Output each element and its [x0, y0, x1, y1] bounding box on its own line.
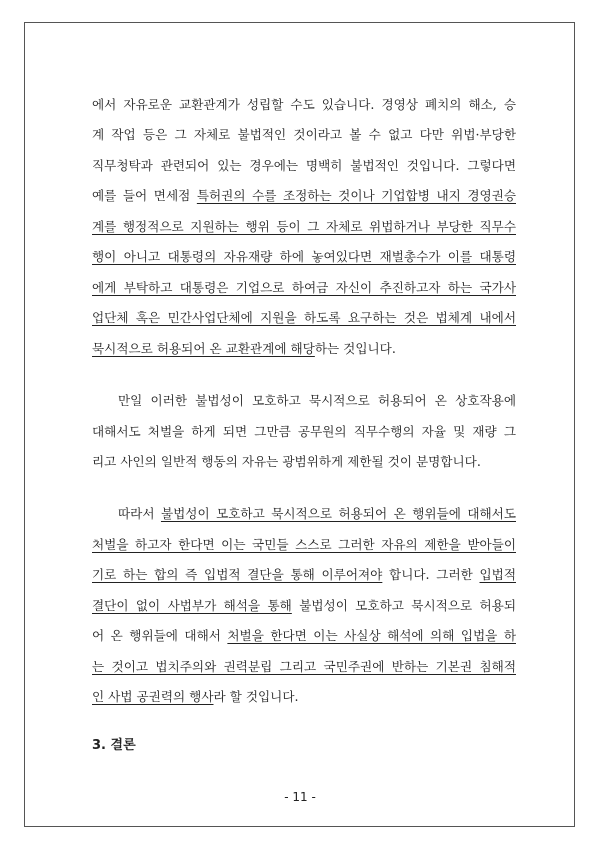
- text-line: [92, 249, 516, 265]
- text-line: 따라서 불법성이 모호하고 묵시적으로 허용되어 온 행위들에 대해서도: [118, 506, 516, 521]
- underlined-text: 묵시적으로 허용되어 온 교환관계에 해당: [92, 341, 315, 356]
- underlined-text: 기로 하는 합의 즉 입법적 결단을 통해 이루어져야: [92, 567, 383, 582]
- text-line: 직무청탁과 관련되어 있는 경우에는 명백히 불법적인 것입니다. 그렇다면: [92, 158, 516, 173]
- text-line: 에서 자유로운 교환관계가 성립할 수도 있습니다. 경영상 폐치의 해소, 승: [92, 97, 516, 112]
- text-line: 묵시적으로 허용되어 온 교환관계에 해당하는 것입니다.: [92, 341, 396, 356]
- text-line: 기로 하는 합의 즉 입법적 결단을 통해 이루어져야 합니다. 그러한 입법적: [92, 567, 516, 582]
- text-line: 어 온 행위들에 대해서 처벌을 한다면 이는 사실상 해석에 의해 입법을 하: [92, 628, 516, 643]
- text-line: 리고 사인의 일반적 행동의 자유는 광범위하게 제한될 것이 분명합니다.: [92, 454, 481, 469]
- text-line: [92, 310, 516, 326]
- underlined-text: 계를 행정적으로 지원하는 행위 등이 그 자체로 위법하거나 부당한 직무수: [92, 219, 516, 234]
- text-line: [92, 537, 516, 553]
- underlined-text: 입법적: [479, 567, 516, 582]
- underlined-text: 는 것이고 법치주의와 권력분립 그리고 국민주권에 반하는 기본권 침해적: [92, 659, 516, 674]
- underlined-text: 불법성이 모호하고 묵시적으로 허용되어 온 행위들에 대해서도: [160, 506, 516, 521]
- text-line: [92, 659, 516, 675]
- underlined-text: 결단이 없이 사법부가 해석을 통해: [92, 598, 292, 613]
- underlined-text: 처벌을 한다면 이는 사실상 해석에 의해 입법을 하: [227, 628, 516, 643]
- underlined-text: 행이 아니고 대통령의 자유재량 하에 놓여있다면 재벌총수가 이를 대통령: [92, 249, 516, 264]
- section-heading: 3. 결론: [92, 738, 136, 753]
- underlined-text: 인 사법 공권력의 행사: [92, 689, 214, 704]
- text-line: 예를 들어 면세점 특허권의 수를 조정하는 것이나 기업합병 내지 경영권승: [92, 188, 516, 203]
- text-line: [92, 280, 516, 296]
- text-line: 만일 이러한 불법성이 모호하고 묵시적으로 허용되어 온 상호작용에: [118, 393, 516, 408]
- underlined-text: 처벌을 하고자 한다면 이는 국민들 스스로 그러한 자유의 제한을 받아들이: [92, 537, 516, 552]
- page-number: - 11 -: [284, 790, 316, 804]
- underlined-text: 업단체 혹은 민간사업단체에 지원을 하도록 요구하는 것은 법체계 내에서: [92, 310, 516, 325]
- text-line: 결단이 없이 사법부가 해석을 통해 불법성이 모호하고 묵시적으로 허용되: [92, 598, 516, 613]
- text-line: 인 사법 공권력의 행사라 할 것입니다.: [92, 689, 299, 704]
- underlined-text: 특허권의 수를 조정하는 것이나 기업합병 내지 경영권승: [196, 188, 516, 203]
- underlined-text: 에게 부탁하고 대통령은 기업으로 하여금 자신이 추진하고자 하는 국가사: [92, 280, 516, 295]
- text-line: [92, 219, 516, 235]
- text-line: 대해서도 처벌을 하게 되면 그만큼 공무원의 직무수행의 자율 및 재량 그: [92, 424, 516, 439]
- text-line: 계 작업 등은 그 자체로 불법적인 것이라고 볼 수 없고 다만 위법·부당한: [92, 127, 516, 142]
